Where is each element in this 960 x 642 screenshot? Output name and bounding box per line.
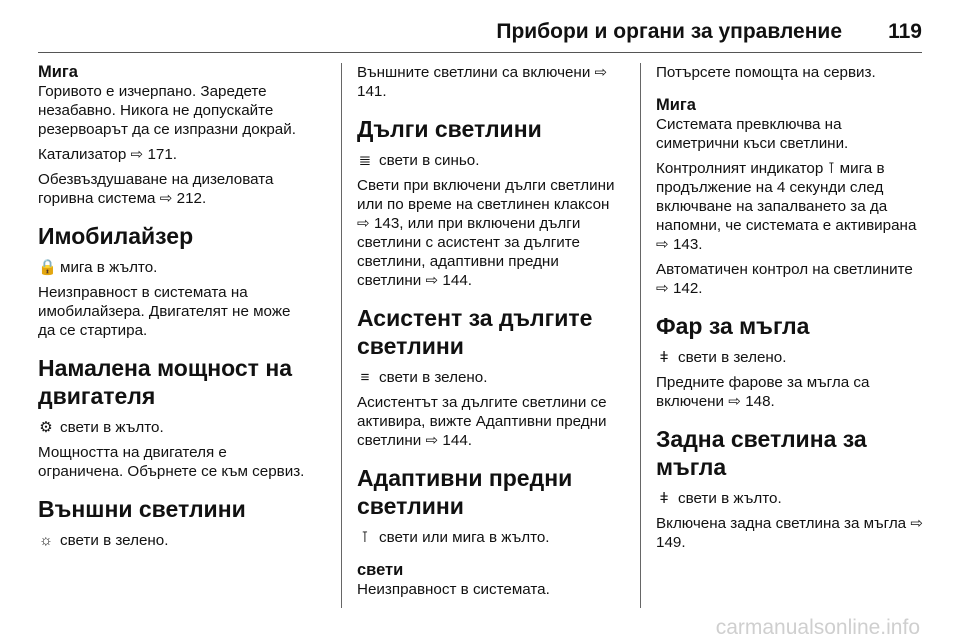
page-title: Прибори и органи за управление xyxy=(496,20,842,43)
paragraph-high-status: ≣ свети в синьо. xyxy=(358,152,480,169)
subheading-sveti: свети xyxy=(357,561,404,579)
paragraph-high-text: Свети при включени дълги светлини или по време на светлинен клаксон ⇨ 143, или при включени дълги светлини с асистент за дългите светлини, адаптивни предни светлини ⇨ 144. xyxy=(357,177,615,289)
heading-immobilizer: Имобилайзер xyxy=(38,223,194,249)
heading-adaptive-lights: Адаптивни предни светлини xyxy=(357,465,573,519)
high-beam-icon: ≣ xyxy=(358,152,372,169)
heading-reduced-power: Намалена мощност на двигателя xyxy=(38,355,293,409)
paragraph-assist-text: Асистентът за дългите светлини се активира, вижте Адаптивни предни светлини ⇨ 144. xyxy=(357,394,607,449)
immobilizer-icon: 🔒 xyxy=(38,259,57,276)
subheading-miga: Мига xyxy=(38,63,78,81)
paragraph-afl-status: ⊺ свети или мига в жълто. xyxy=(357,528,625,547)
paragraph-auto-light: Автоматичен контрол на светлините ⇨ 142. xyxy=(656,261,913,297)
paragraph-indicator: Контролният индикатор ⊺ мига в продължение на 4 секунди след включване на запалването за да напомни, че системата е активирана ⇨ 143. xyxy=(656,160,917,253)
paragraph-assist-status: ≡ свети в зелено. xyxy=(357,368,625,387)
paragraph-catalyst: Катализатор ⇨ 171. xyxy=(38,146,178,163)
heading-high-beam-assist: Асистент за дългите светлини xyxy=(357,305,593,359)
paragraph-fog-status: ǂ свети в зелено. xyxy=(656,348,924,367)
exterior-light-icon: ☼ xyxy=(39,532,53,549)
paragraph-rearfog-text: Включена задна светлина за мъгла ⇨ 149. xyxy=(656,515,924,551)
page-header xyxy=(0,0,960,52)
subheading-miga-2: Мига xyxy=(656,96,696,114)
header-divider xyxy=(38,52,922,53)
column-divider-1 xyxy=(341,63,342,608)
column-divider-2 xyxy=(640,63,641,608)
heading-fog-light: Фар за мъгла xyxy=(656,313,810,339)
paragraph-reduced-status: ⚙ свети в жълто. xyxy=(39,419,164,436)
heading-high-beam: Дълги светлини xyxy=(357,116,542,142)
paragraph-diesel: Обезвъздушаване на дизеловата горивна система ⇨ 212. xyxy=(38,171,274,207)
paragraph-immobilizer-status: 🔒 мига в жълто. xyxy=(38,259,158,276)
heading-rear-fog: Задна светлина за мъгла xyxy=(656,426,867,480)
engine-icon: ⚙ xyxy=(39,419,53,436)
paragraph-fuel: Горивото е изчерпано. Заредете незабавно. Никога не допускайте резервоарът да се изпразни докрай. xyxy=(38,83,296,138)
rear-fog-icon: ǂ xyxy=(659,490,669,507)
paragraph-fog-text: Предните фарове за мъгла са включени ⇨ 148. xyxy=(656,374,870,410)
heading-exterior-lights: Външни светлини xyxy=(38,496,246,522)
paragraph-service: Потърсете помощта на сервиз. xyxy=(656,64,876,81)
paragraph-rearfog-status: ǂ свети в жълто. xyxy=(656,489,924,508)
paragraph-symmetric: Системата превключва на симетрични къси светлини. xyxy=(656,116,849,152)
column-2 xyxy=(357,63,625,605)
paragraph-immobilizer-fault: Неизправност в системата на имобилайзера. Двигателят не може да се стартира. xyxy=(38,284,291,339)
page-number: 119 xyxy=(888,20,922,43)
watermark: carmanualsonline.info xyxy=(715,616,920,639)
paragraph-sveti-text: Неизправност в системата. xyxy=(357,581,550,598)
fog-light-icon: ǂ xyxy=(659,349,669,366)
paragraph-exterior-on: Външните светлини са включени ⇨ 141. xyxy=(357,64,608,100)
column-1 xyxy=(38,63,306,556)
afl-icon: ⊺ xyxy=(361,529,369,546)
paragraph-exterior-status: ☼ свети в зелено. xyxy=(39,532,169,549)
column-3 xyxy=(656,63,924,558)
assist-icon: ≡ xyxy=(360,369,370,386)
paragraph-reduced-text: Мощността на двигателя е ограничена. Обърнете се към сервиз. xyxy=(38,444,305,480)
